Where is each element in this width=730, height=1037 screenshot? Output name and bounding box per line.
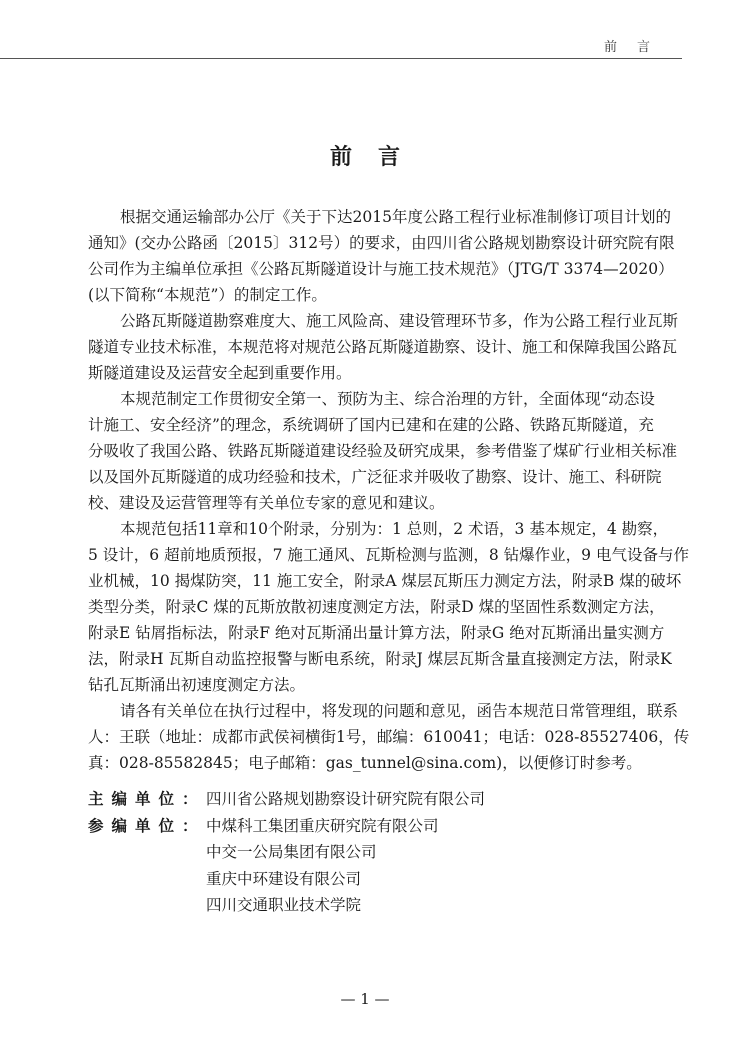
running-header (0, 30, 682, 59)
participating-editor-row (88, 892, 485, 919)
text-line: 真：028-85582845；电子邮箱：gas_tunnel@sina.com)，以便修订时参考。 (88, 754, 642, 772)
text-line: 本规范制定工作贯彻安全第一、预防为主、综合治理的方针，全面体现“动态设 (120, 390, 655, 408)
editor-unit: 重庆中环建设有限公司 (206, 869, 362, 888)
text-line: (以下简称“本规范”）的制定工作。 (88, 286, 327, 304)
editor-label (88, 866, 206, 893)
editor-label: 参编单位： (88, 816, 206, 835)
text-line: 钻孔瓦斯涌出初速度测定方法。 (88, 676, 306, 694)
editor-label (88, 839, 206, 866)
page-title: 前言 (329, 145, 426, 170)
text-line: 业机械，10 揭煤防突，11 施工安全，附录A 煤层瓦斯压力测定方法，附录B 煤的破坏 (88, 572, 682, 590)
text-line: 请各有关单位在执行过程中，将发现的问题和意见，函告本规范日常管理组，联系 (120, 702, 679, 720)
text-line: 公司作为主编单位承担《公路瓦斯隧道设计与施工技术规范》（JTG/T 3374—2020） (88, 260, 674, 278)
participating-editor-row (88, 813, 485, 840)
editor-label: 主编单位： (88, 790, 206, 808)
text-line: 公路瓦斯隧道勘察难度大、施工风险高、建设管理环节多，作为公路工程行业瓦斯 (120, 312, 679, 330)
editor-units (88, 786, 485, 919)
page-number: — 1 — (340, 990, 390, 1008)
preface-body (88, 204, 690, 776)
text-line: 通知》(交办公路函〔2015〕312号）的要求，由四川省公路规划勘察设计研究院有限 (88, 234, 675, 252)
text-line: 附录E 钻屑指标法，附录F 绝对瓦斯涌出量计算方法，附录G 绝对瓦斯涌出量实测方 (88, 624, 665, 642)
running-header-title: 前言 (603, 40, 670, 55)
text-line: 本规范包括11章和10个附录，分别为：1 总则，2 术语，3 基本规定，4 勘察， (120, 520, 669, 538)
chief-editor-row (88, 786, 485, 813)
text-line: 法，附录H 瓦斯自动监控报警与断电系统，附录J 煤层瓦斯含量直接测定方法，附录K (88, 650, 672, 668)
editor-label (88, 892, 206, 919)
text-line: 人：王联（地址：成都市武侯祠横街1号，邮编：610041；电话：028-85527406，传 (88, 728, 690, 746)
editor-unit: 中交一公局集团有限公司 (206, 843, 377, 861)
paragraph (88, 308, 679, 386)
editor-unit: 四川省公路规划勘察设计研究院有限公司 (206, 790, 486, 808)
editor-unit: 四川交通职业技术学院 (206, 896, 362, 914)
participating-editor-row (88, 839, 485, 866)
paragraph (88, 516, 689, 698)
text-line: 计施工、安全经济”的理念，系统调研了国内已建和在建的公路、铁路瓦斯隧道，充 (88, 416, 654, 434)
text-line: 以及国外瓦斯隧道的成功经验和技术，广泛征求并吸收了勘察、设计、施工、科研院 (88, 468, 662, 486)
editor-unit: 中煤科工集团重庆研究院有限公司 (206, 816, 439, 835)
paragraph (88, 204, 675, 308)
text-line: 分吸收了我国公路、铁路瓦斯隧道建设经验及研究成果，参考借鉴了煤矿行业相关标准 (88, 442, 678, 460)
text-line: 5 设计，6 超前地质预报，7 施工通风、瓦斯检测与监测，8 钻爆作业，9 电气设备与作 (88, 546, 689, 564)
participating-editor-row (88, 866, 485, 893)
text-line: 校、建设及运营管理等有关单位专家的意见和建议。 (88, 494, 445, 512)
paragraph (88, 386, 678, 516)
text-line: 类型分类，附录C 煤的瓦斯放散初速度测定方法，附录D 煤的坚固性系数测定方法， (88, 598, 665, 616)
text-line: 斯隧道建设及运营安全起到重要作用。 (88, 364, 352, 382)
text-line: 隧道专业技术标准，本规范将对规范公路瓦斯隧道勘察、设计、施工和保障我国公路瓦 (88, 338, 678, 356)
paragraph (88, 698, 690, 776)
text-line: 根据交通运输部办公厅《关于下达2015年度公路工程行业标准制修订项目计划的 (120, 208, 671, 226)
